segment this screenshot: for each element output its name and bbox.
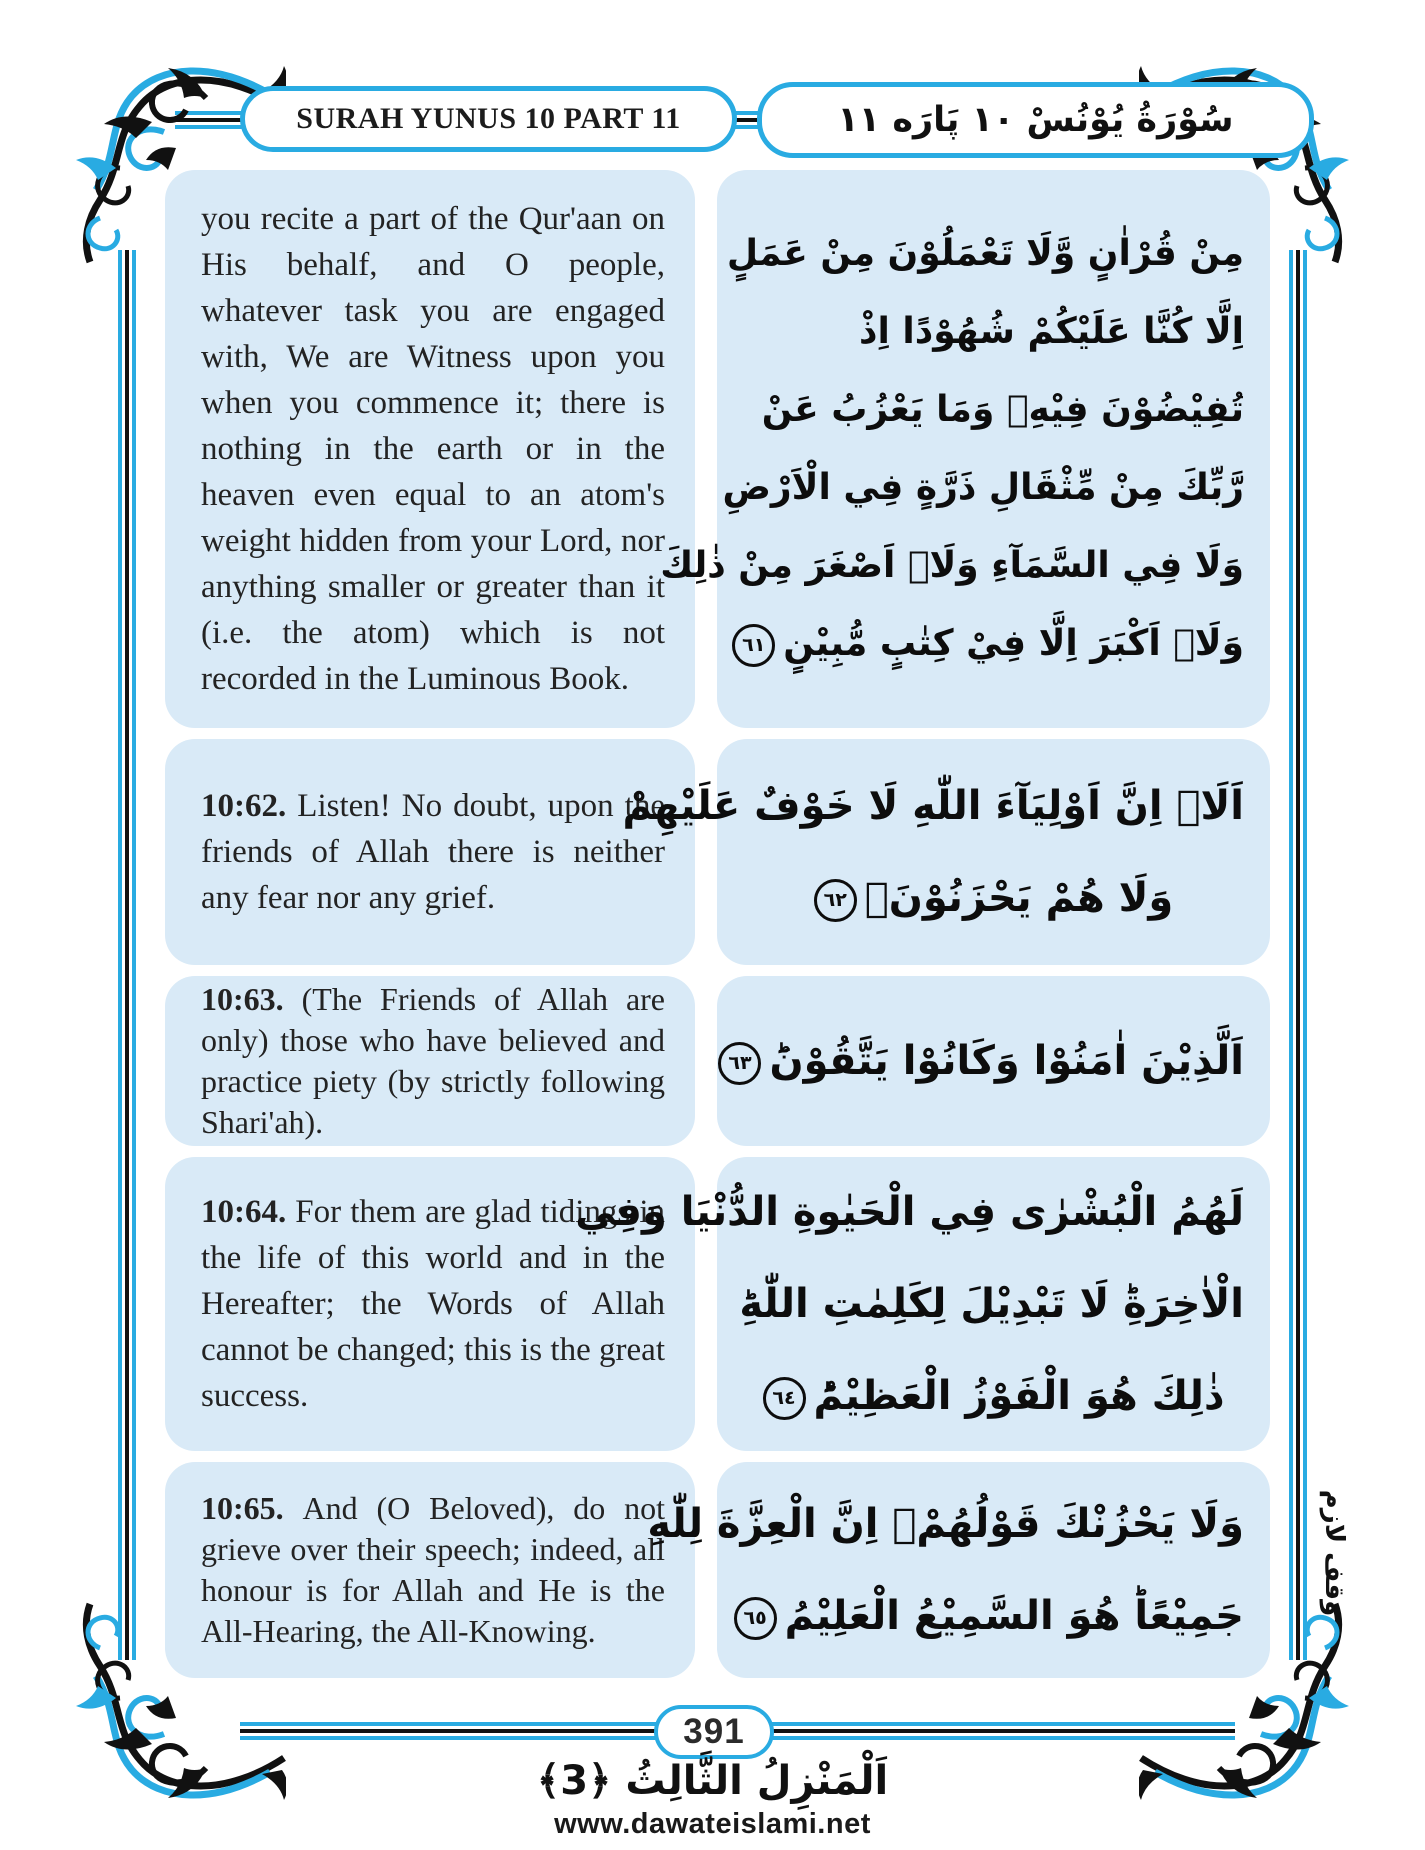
arabic-verse-line: اَلَاۤ اِنَّ اَوْلِيَآءَ اللّٰهِ لَا خَوْفٌ عَلَيْهِمْ <box>622 783 1244 829</box>
english-translation-text: 10:62. Listen! No doubt, upon the friends of Allah there is neither any fear nor any grief. <box>201 788 665 916</box>
arabic-verse-box <box>660 170 1270 728</box>
english-translation-box <box>165 976 695 1146</box>
surah-title-arabic: سُوْرَةُ يُوْنُسْ ۱۰ پَارَه ۱۱ <box>837 100 1234 140</box>
arabic-verse-line: الْاٰخِرَةِؕ لَا تَبْدِيْلَ لِكَلِمٰتِ اللّٰهِؕ <box>739 1281 1244 1327</box>
english-translation-box <box>165 739 695 965</box>
arabic-verse-line: جَمِيْعًاؕ هُوَ السَّمِيْعُ الْعَلِيْمُ٦٥ <box>735 1570 1244 1662</box>
website-url: www.dawateislami.net <box>554 1808 871 1840</box>
arabic-verse-line: لَهُمُ الْبُشْرٰى فِي الْحَيٰوةِ الدُّنْيَا وَفِي <box>575 1189 1244 1235</box>
page-number: 391 <box>683 1712 745 1751</box>
surah-title-banner-arabic <box>757 82 1314 158</box>
right-border-stripe <box>1289 250 1307 1660</box>
english-translation-text: 10:64. For them are glad tidings in the life of this world and in the Hereafter; the Words of Allah cannot be changed; this is the great success. <box>201 1194 665 1414</box>
verse-grid <box>165 170 1270 1678</box>
arabic-verse-line: وَلَا يَحْزُنْكَ قَوْلُهُمْۘ اِنَّ الْعِزَّةَ لِلّٰهِ <box>647 1501 1244 1547</box>
verse-reference: 10:65. <box>201 1490 303 1526</box>
arabic-verse-line: وَلَاۤ اَكْبَرَ اِلَّا فِيْ كِتٰبٍ مُّبِيْنٍ٦١ <box>735 605 1244 683</box>
surah-title-english: SURAH YUNUS 10 PART 11 <box>296 102 681 135</box>
arabic-verse-box <box>647 1462 1270 1678</box>
verse-end-medallion: ٦٢ <box>814 879 857 922</box>
english-translation-box <box>165 170 695 728</box>
verse-reference: 10:63. <box>201 981 302 1017</box>
english-translation-text: you recite a part of the Qur'aan on His behalf, and O people, whatever task you are engaged with, We are Witness upon you when you commence it; there is nothing in the earth or in the heaven even equal to an atom's weight hidden from your Lord, nor anything smaller or greater than it (i.e. the atom) which is not recorded in the Luminous Book. <box>201 201 665 697</box>
arabic-verse-line: اِلَّا كُنَّا عَلَيْكُمْ شُهُوْدًا اِذْ <box>859 311 1244 352</box>
verse-end-medallion: ٦٣ <box>718 1042 761 1085</box>
arabic-verse-line: وَلَا هُمْ يَحْزَنُوْنَۚ٦٢ <box>735 852 1244 944</box>
verse-reference: 10:62. <box>201 788 298 824</box>
arabic-verse-line: ذٰلِكَ هُوَ الْفَوْزُ الْعَظِيْمُؕ٦٤ <box>735 1350 1244 1442</box>
english-translation-text: 10:63. (The Friends of Allah are only) those who have believed and practice piety (by strictly following Shari'ah). <box>201 981 666 1140</box>
left-border-stripe <box>118 250 136 1660</box>
verse-end-medallion: ٦١ <box>732 624 775 667</box>
english-translation-text: 10:65. And (O Beloved), do not grieve over their speech; indeed, all honour is for Allah and He is the All-Hearing, the All-Knowing. <box>201 1490 666 1649</box>
page-number-pill <box>654 1705 774 1759</box>
manzil-label: اَلْمَنْزِلُ الثَّالِثُ ﴿3﴾ <box>536 1758 889 1804</box>
arabic-verse-line: اَلَّذِيْنَ اٰمَنُوْا وَكَانُوْا يَتَّقُوْنَؕ٦٣ <box>735 1015 1244 1107</box>
verse-end-medallion: ٦٥ <box>734 1597 777 1640</box>
verse-end-medallion: ٦٤ <box>763 1377 806 1420</box>
arabic-verse-box <box>575 1157 1270 1451</box>
arabic-verse-line: مِنْ قُرْاٰنٍ وَّلَا تَعْمَلُوْنَ مِنْ عَمَلٍ <box>726 233 1244 274</box>
arabic-verse-box <box>717 976 1270 1146</box>
arabic-verse-line: تُفِيْضُوْنَ فِيْهِۚ وَمَا يَعْزُبُ عَنْ <box>761 389 1244 430</box>
arabic-verse-line: وَلَا فِي السَّمَآءِ وَلَاۤ اَصْغَرَ مِنْ ذٰلِكَ <box>660 545 1244 586</box>
surah-title-banner-english <box>240 86 737 152</box>
arabic-verse-box <box>622 739 1270 965</box>
margin-waqf-note: وقف لازم <box>1319 1489 1349 1617</box>
verse-reference: 10:64. <box>201 1194 296 1230</box>
arabic-verse-line: رَّبِّكَ مِنْ مِّثْقَالِ ذَرَّةٍ فِي الْاَرْضِ <box>722 467 1244 508</box>
english-translation-box <box>165 1462 695 1678</box>
